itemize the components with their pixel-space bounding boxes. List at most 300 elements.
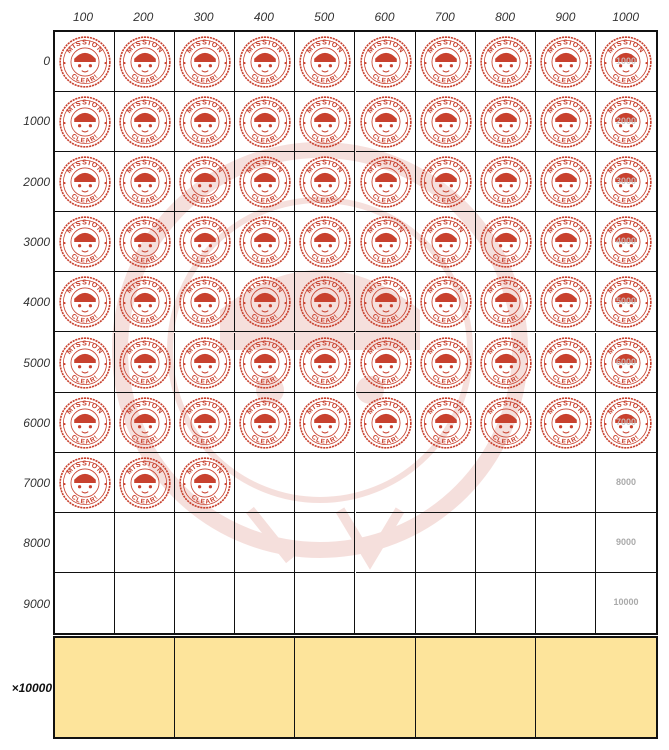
svg-text:CLEAR!: CLEAR! <box>190 192 221 205</box>
stamp-slot <box>356 152 416 212</box>
milestone-label: 8000 <box>615 476 637 487</box>
svg-text:MISSION: MISSION <box>65 280 105 296</box>
svg-text:MISSION: MISSION <box>366 220 405 236</box>
mission-clear-stamp-icon <box>359 95 413 149</box>
mission-clear-stamp-icon <box>58 396 112 450</box>
mission-clear-stamp-icon <box>479 215 533 269</box>
svg-text:MISSION: MISSION <box>426 400 465 416</box>
stamp-slot <box>115 573 175 633</box>
mission-clear-stamp-icon <box>298 95 352 149</box>
svg-text:MISSION: MISSION <box>546 280 586 296</box>
stamp-slot <box>416 152 476 212</box>
stamp-slot <box>476 513 536 573</box>
svg-text:MISSION: MISSION <box>546 220 586 236</box>
stamp-slot <box>476 212 536 272</box>
svg-text:CLEAR!: CLEAR! <box>69 132 101 145</box>
svg-text:MISSION: MISSION <box>185 280 225 296</box>
svg-text:MISSION: MISSION <box>366 400 405 416</box>
svg-text:CLEAR!: CLEAR! <box>250 252 281 265</box>
stamp-slot <box>115 513 175 573</box>
column-label: 500 <box>314 10 335 24</box>
svg-text:MISSION: MISSION <box>125 400 165 416</box>
svg-text:CLEAR!: CLEAR! <box>490 252 521 265</box>
svg-text:MISSION: MISSION <box>245 340 285 356</box>
svg-text:CLEAR!: CLEAR! <box>250 433 281 446</box>
svg-text:CLEAR!: CLEAR! <box>610 132 642 145</box>
svg-text:CLEAR!: CLEAR! <box>310 373 341 386</box>
mission-clear-stamp-icon <box>479 396 533 450</box>
svg-text:CLEAR!: CLEAR! <box>250 313 281 326</box>
bonus-slot <box>175 638 295 737</box>
svg-text:MISSION: MISSION <box>366 340 405 356</box>
mission-clear-stamp-icon <box>298 35 352 89</box>
stamp-slot <box>356 32 416 92</box>
svg-text:CLEAR!: CLEAR! <box>250 132 281 145</box>
svg-text:CLEAR!: CLEAR! <box>69 493 101 506</box>
stamp-slot <box>235 32 295 92</box>
stamp-slot <box>235 393 295 453</box>
svg-text:MISSION: MISSION <box>306 39 345 55</box>
stamp-slot <box>536 212 596 272</box>
svg-text:MISSION: MISSION <box>65 220 105 236</box>
svg-text:MISSION: MISSION <box>426 99 465 116</box>
svg-text:CLEAR!: CLEAR! <box>190 313 221 326</box>
mission-clear-stamp-icon <box>238 155 292 209</box>
bonus-row <box>53 636 658 739</box>
row-label: 9000 <box>23 596 50 611</box>
svg-text:CLEAR!: CLEAR! <box>490 433 521 446</box>
svg-text:CLEAR!: CLEAR! <box>129 252 161 265</box>
stamp-slot <box>536 513 596 573</box>
svg-text:MISSION: MISSION <box>125 39 165 55</box>
svg-text:MISSION: MISSION <box>125 460 165 476</box>
svg-text:CLEAR!: CLEAR! <box>69 313 101 326</box>
stamp-slot <box>115 393 175 453</box>
svg-text:MISSION: MISSION <box>65 340 105 356</box>
milestone-label: 10000 <box>613 596 639 607</box>
stamp-slot <box>235 272 295 332</box>
mission-clear-stamp-icon <box>118 155 172 209</box>
stamp-slot <box>356 393 416 453</box>
svg-text:MISSION: MISSION <box>546 340 586 356</box>
mission-clear-stamp-icon <box>419 336 473 390</box>
svg-text:MISSION: MISSION <box>245 280 285 296</box>
svg-text:CLEAR!: CLEAR! <box>129 373 161 386</box>
stamp-slot <box>536 32 596 92</box>
milestone-label: 5000 <box>615 296 637 307</box>
stamp-slot <box>416 393 476 453</box>
stamp-slot <box>55 573 115 633</box>
mission-clear-stamp-icon <box>359 275 413 329</box>
stamp-slot <box>476 453 536 513</box>
stamp-slot <box>175 92 235 152</box>
mission-clear-stamp-icon <box>539 35 593 89</box>
svg-text:CLEAR!: CLEAR! <box>310 132 341 145</box>
mission-clear-stamp-icon <box>539 155 593 209</box>
stamp-slot <box>55 92 115 152</box>
mission-clear-stamp-icon <box>238 215 292 269</box>
stamp-slot <box>536 453 596 513</box>
svg-text:CLEAR!: CLEAR! <box>190 72 221 85</box>
stamp-slot <box>175 333 235 393</box>
mission-clear-stamp-icon <box>298 336 352 390</box>
stamp-slot <box>295 513 355 573</box>
stamp-slot <box>356 212 416 272</box>
mission-clear-stamp-icon <box>178 275 232 329</box>
svg-text:CLEAR!: CLEAR! <box>550 252 581 265</box>
svg-text:MISSION: MISSION <box>306 400 345 416</box>
bonus-slot <box>55 638 175 737</box>
mission-clear-stamp-icon <box>58 456 112 510</box>
milestone-label: 3000 <box>615 176 637 187</box>
svg-text:MISSION: MISSION <box>366 39 405 55</box>
svg-text:MISSION: MISSION <box>245 400 285 416</box>
svg-text:MISSION: MISSION <box>546 39 586 55</box>
svg-text:MISSION: MISSION <box>606 99 646 116</box>
svg-text:CLEAR!: CLEAR! <box>430 373 461 386</box>
svg-text:CLEAR!: CLEAR! <box>370 313 401 326</box>
stamp-slot <box>175 212 235 272</box>
mission-clear-stamp-icon <box>178 456 232 510</box>
svg-text:CLEAR!: CLEAR! <box>370 373 401 386</box>
stamp-slot <box>115 333 175 393</box>
svg-text:MISSION: MISSION <box>185 340 225 356</box>
svg-text:MISSION: MISSION <box>366 159 405 176</box>
stamp-slot <box>476 333 536 393</box>
svg-text:MISSION: MISSION <box>185 39 225 55</box>
svg-text:MISSION: MISSION <box>245 159 285 176</box>
stamp-slot <box>356 92 416 152</box>
mission-clear-stamp-icon <box>479 336 533 390</box>
svg-text:CLEAR!: CLEAR! <box>190 373 221 386</box>
mission-clear-stamp-icon <box>298 396 352 450</box>
svg-text:CLEAR!: CLEAR! <box>490 132 521 145</box>
svg-text:MISSION: MISSION <box>185 460 225 476</box>
column-label: 1000 <box>612 10 640 24</box>
svg-text:MISSION: MISSION <box>606 340 646 356</box>
mission-clear-stamp-icon <box>359 215 413 269</box>
mission-clear-stamp-icon <box>238 396 292 450</box>
svg-text:MISSION: MISSION <box>65 159 105 176</box>
mission-clear-stamp-icon <box>58 35 112 89</box>
svg-text:MISSION: MISSION <box>486 220 526 236</box>
stamp-slot <box>476 573 536 633</box>
svg-text:CLEAR!: CLEAR! <box>490 192 521 205</box>
svg-text:CLEAR!: CLEAR! <box>69 192 101 205</box>
stamp-slot <box>416 333 476 393</box>
mission-clear-stamp-icon <box>359 336 413 390</box>
mission-clear-stamp-icon <box>359 35 413 89</box>
svg-text:CLEAR!: CLEAR! <box>129 313 161 326</box>
svg-text:CLEAR!: CLEAR! <box>370 72 401 85</box>
mission-clear-stamp-icon <box>359 155 413 209</box>
svg-text:MISSION: MISSION <box>125 280 165 296</box>
column-label: 700 <box>434 10 455 24</box>
mission-clear-stamp-icon <box>298 215 352 269</box>
svg-text:CLEAR!: CLEAR! <box>610 313 642 326</box>
svg-text:CLEAR!: CLEAR! <box>69 433 101 446</box>
svg-text:CLEAR!: CLEAR! <box>550 192 581 205</box>
svg-text:MISSION: MISSION <box>306 99 345 116</box>
svg-text:MISSION: MISSION <box>245 39 285 55</box>
mission-clear-stamp-icon <box>359 396 413 450</box>
row-label: 1000 <box>23 114 50 129</box>
stamp-slot <box>175 453 235 513</box>
mission-clear-stamp-icon <box>118 95 172 149</box>
milestone-label: 9000 <box>615 536 637 547</box>
svg-text:MISSION: MISSION <box>125 159 165 176</box>
svg-text:CLEAR!: CLEAR! <box>129 132 161 145</box>
stamp-slot <box>356 513 416 573</box>
mission-clear-stamp-icon <box>539 95 593 149</box>
mission-clear-stamp-icon <box>539 215 593 269</box>
stamp-slot <box>55 453 115 513</box>
mission-clear-stamp-icon <box>238 275 292 329</box>
stamp-slot <box>356 272 416 332</box>
stamp-slot <box>235 333 295 393</box>
row-label: 5000 <box>23 355 50 370</box>
mission-clear-stamp-icon <box>58 336 112 390</box>
svg-text:MISSION: MISSION <box>245 99 285 116</box>
svg-text:MISSION: MISSION <box>486 400 526 416</box>
svg-text:CLEAR!: CLEAR! <box>190 433 221 446</box>
row-label: 7000 <box>23 476 50 491</box>
milestone-label: 2000 <box>615 116 637 127</box>
svg-text:MISSION: MISSION <box>486 99 526 116</box>
mission-clear-stamp-icon <box>58 215 112 269</box>
svg-text:CLEAR!: CLEAR! <box>550 72 581 85</box>
svg-text:CLEAR!: CLEAR! <box>310 313 341 326</box>
svg-text:CLEAR!: CLEAR! <box>250 373 281 386</box>
mission-clear-stamp-icon <box>118 456 172 510</box>
svg-text:MISSION: MISSION <box>606 39 646 55</box>
mission-clear-stamp-icon <box>479 95 533 149</box>
svg-text:CLEAR!: CLEAR! <box>129 192 161 205</box>
stamp-slot <box>536 333 596 393</box>
mission-clear-stamp-icon <box>419 275 473 329</box>
svg-text:CLEAR!: CLEAR! <box>69 252 101 265</box>
mission-clear-stamp-icon <box>539 336 593 390</box>
svg-text:CLEAR!: CLEAR! <box>490 72 521 85</box>
svg-text:CLEAR!: CLEAR! <box>610 252 642 265</box>
svg-text:MISSION: MISSION <box>306 159 345 176</box>
stamp-slot <box>536 152 596 212</box>
stamp-slot <box>416 453 476 513</box>
stamp-slot <box>476 152 536 212</box>
stamp-slot <box>356 573 416 633</box>
svg-text:CLEAR!: CLEAR! <box>430 313 461 326</box>
stamp-slot <box>235 152 295 212</box>
stamp-card-grid <box>53 30 658 635</box>
svg-text:CLEAR!: CLEAR! <box>129 493 161 506</box>
mission-clear-stamp-icon <box>419 95 473 149</box>
svg-text:MISSION: MISSION <box>546 400 586 416</box>
svg-text:MISSION: MISSION <box>606 220 646 236</box>
stamp-slot <box>416 513 476 573</box>
row-label: 2000 <box>23 174 50 189</box>
mission-clear-stamp-icon <box>479 35 533 89</box>
stamp-slot <box>416 32 476 92</box>
stamp-slot <box>295 333 355 393</box>
mission-clear-stamp-icon <box>419 155 473 209</box>
stamp-slot <box>235 513 295 573</box>
svg-text:CLEAR!: CLEAR! <box>69 72 101 85</box>
stamp-slot <box>175 152 235 212</box>
mission-clear-stamp-icon <box>178 35 232 89</box>
stamp-slot <box>416 272 476 332</box>
stamp-slot <box>476 393 536 453</box>
bonus-row-label: ×10000 <box>11 681 52 695</box>
column-label: 900 <box>555 10 576 24</box>
bonus-slot <box>536 638 656 737</box>
stamp-slot <box>356 333 416 393</box>
row-label: 8000 <box>23 536 50 551</box>
svg-text:CLEAR!: CLEAR! <box>550 132 581 145</box>
mission-clear-stamp-icon <box>238 336 292 390</box>
svg-text:CLEAR!: CLEAR! <box>129 433 161 446</box>
svg-text:MISSION: MISSION <box>306 220 345 236</box>
stamp-slot <box>295 212 355 272</box>
svg-text:CLEAR!: CLEAR! <box>430 433 461 446</box>
svg-text:MISSION: MISSION <box>426 159 465 176</box>
svg-text:CLEAR!: CLEAR! <box>310 192 341 205</box>
svg-text:CLEAR!: CLEAR! <box>310 433 341 446</box>
svg-text:CLEAR!: CLEAR! <box>430 192 461 205</box>
svg-text:MISSION: MISSION <box>426 280 465 296</box>
milestone-label: 4000 <box>615 236 637 247</box>
svg-text:MISSION: MISSION <box>65 400 105 416</box>
svg-text:MISSION: MISSION <box>185 400 225 416</box>
stamp-slot <box>295 453 355 513</box>
svg-text:MISSION: MISSION <box>486 280 526 296</box>
column-label: 400 <box>253 10 274 24</box>
stamp-slot <box>115 453 175 513</box>
mission-clear-stamp-icon <box>118 396 172 450</box>
mission-clear-stamp-icon <box>178 396 232 450</box>
stamp-slot <box>115 32 175 92</box>
svg-text:CLEAR!: CLEAR! <box>490 313 521 326</box>
svg-text:MISSION: MISSION <box>366 280 405 296</box>
mission-clear-stamp-icon <box>118 336 172 390</box>
column-label: 600 <box>374 10 395 24</box>
stamp-slot <box>115 212 175 272</box>
svg-text:MISSION: MISSION <box>65 39 105 55</box>
svg-text:MISSION: MISSION <box>426 39 465 55</box>
svg-text:CLEAR!: CLEAR! <box>129 72 161 85</box>
stamp-slot <box>235 212 295 272</box>
column-label: 200 <box>133 10 154 24</box>
svg-text:MISSION: MISSION <box>125 99 165 116</box>
svg-text:MISSION: MISSION <box>426 340 465 356</box>
svg-text:MISSION: MISSION <box>65 460 105 476</box>
stamp-slot <box>536 393 596 453</box>
row-label: 6000 <box>23 415 50 430</box>
svg-text:CLEAR!: CLEAR! <box>310 72 341 85</box>
mission-clear-stamp-icon <box>238 35 292 89</box>
svg-text:CLEAR!: CLEAR! <box>610 72 642 85</box>
svg-text:MISSION: MISSION <box>546 99 586 116</box>
stamp-slot <box>295 92 355 152</box>
svg-text:MISSION: MISSION <box>306 340 345 356</box>
stamp-slot <box>536 92 596 152</box>
stamp-slot <box>115 152 175 212</box>
svg-text:MISSION: MISSION <box>185 220 225 236</box>
mission-clear-stamp-icon <box>118 215 172 269</box>
svg-text:MISSION: MISSION <box>65 99 105 116</box>
svg-text:CLEAR!: CLEAR! <box>370 192 401 205</box>
svg-text:CLEAR!: CLEAR! <box>370 132 401 145</box>
stamp-slot <box>175 513 235 573</box>
column-label: 100 <box>72 10 94 24</box>
svg-text:CLEAR!: CLEAR! <box>550 313 581 326</box>
bonus-slot <box>416 638 536 737</box>
svg-text:CLEAR!: CLEAR! <box>370 252 401 265</box>
column-label: 800 <box>495 10 516 24</box>
stamp-slot <box>55 393 115 453</box>
svg-text:CLEAR!: CLEAR! <box>610 373 642 386</box>
mission-clear-stamp-icon <box>58 275 112 329</box>
mission-clear-stamp-icon <box>298 155 352 209</box>
svg-text:CLEAR!: CLEAR! <box>190 493 221 506</box>
svg-text:MISSION: MISSION <box>486 159 526 176</box>
svg-text:MISSION: MISSION <box>366 99 405 116</box>
svg-text:CLEAR!: CLEAR! <box>430 252 461 265</box>
svg-text:CLEAR!: CLEAR! <box>550 373 581 386</box>
svg-text:MISSION: MISSION <box>486 39 526 55</box>
svg-text:MISSION: MISSION <box>185 99 225 116</box>
stamp-slot <box>295 272 355 332</box>
stamp-slot <box>55 32 115 92</box>
milestone-label: 7000 <box>615 416 637 427</box>
stamp-slot <box>235 92 295 152</box>
stamp-slot <box>55 333 115 393</box>
svg-text:CLEAR!: CLEAR! <box>610 433 642 446</box>
stamp-slot <box>235 573 295 633</box>
svg-text:MISSION: MISSION <box>306 280 345 296</box>
svg-text:MISSION: MISSION <box>245 220 285 236</box>
mission-clear-stamp-icon <box>479 155 533 209</box>
stamp-slot <box>295 573 355 633</box>
svg-text:CLEAR!: CLEAR! <box>490 373 521 386</box>
stamp-slot <box>476 92 536 152</box>
stamp-slot <box>55 152 115 212</box>
stamp-slot <box>416 92 476 152</box>
bonus-slot <box>295 638 415 737</box>
stamp-slot <box>235 453 295 513</box>
stamp-slot <box>175 272 235 332</box>
svg-text:CLEAR!: CLEAR! <box>610 192 642 205</box>
stamp-slot <box>55 272 115 332</box>
mission-clear-stamp-icon <box>479 275 533 329</box>
milestone-label: 6000 <box>615 356 637 367</box>
stamp-slot <box>115 92 175 152</box>
svg-text:MISSION: MISSION <box>486 340 526 356</box>
svg-text:CLEAR!: CLEAR! <box>430 72 461 85</box>
mission-clear-stamp-icon <box>178 336 232 390</box>
stamp-slot <box>536 272 596 332</box>
svg-text:CLEAR!: CLEAR! <box>190 132 221 145</box>
svg-text:MISSION: MISSION <box>546 159 586 176</box>
mission-clear-stamp-icon <box>539 396 593 450</box>
row-label: 3000 <box>23 234 50 249</box>
svg-text:MISSION: MISSION <box>606 159 646 176</box>
svg-text:CLEAR!: CLEAR! <box>430 132 461 145</box>
svg-text:MISSION: MISSION <box>426 220 465 236</box>
stamp-slot <box>175 573 235 633</box>
stamp-slot <box>536 573 596 633</box>
stamp-slot <box>295 393 355 453</box>
stamp-slot <box>175 393 235 453</box>
